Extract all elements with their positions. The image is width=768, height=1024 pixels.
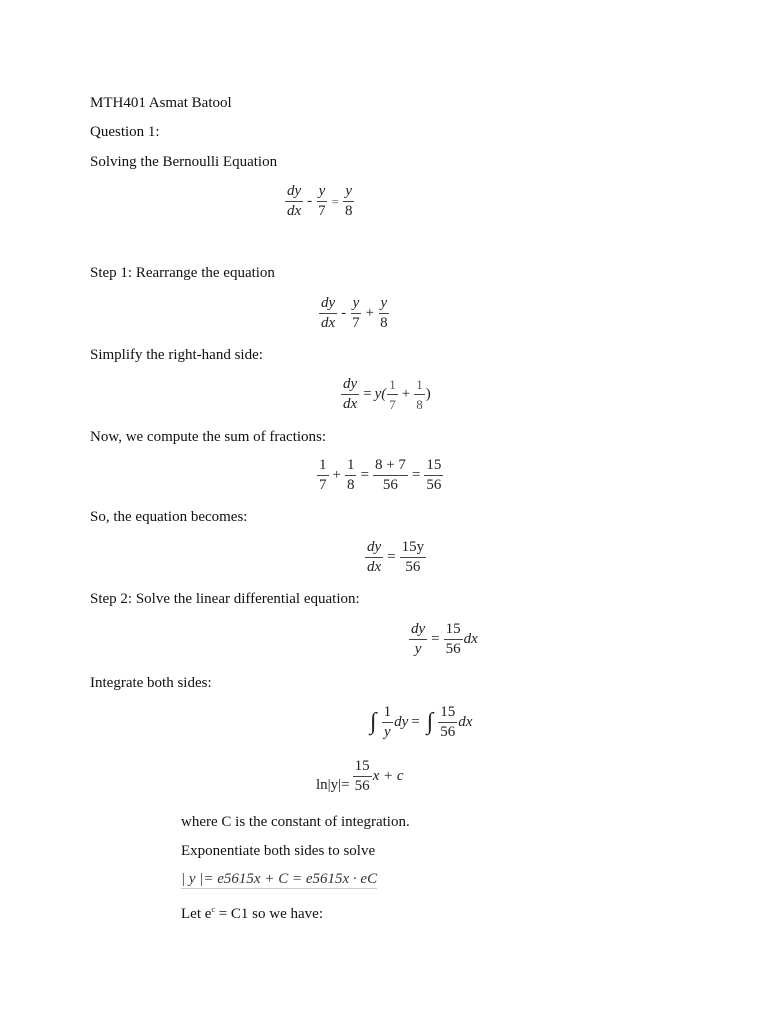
intro-text: Solving the Bernoulli Equation — [90, 154, 278, 170]
fraction: $\frac{y}{8}$ — [380, 295, 388, 331]
fraction: $\frac{y}{8}$ — [345, 183, 353, 219]
fraction: $\frac{dy}{dx}$ — [367, 539, 382, 575]
equation-integral: ∫ $\frac{1}{y}$ dy = ∫ $\frac{15}{56}$ dx — [370, 704, 473, 740]
simplify-text: Simplify the right-hand side: — [90, 347, 263, 363]
integral-sign: ∫ — [426, 709, 434, 735]
fraction: $\frac{1}{8}$ — [416, 377, 423, 412]
exponential-equation: | y |= e5615x + C = e5615x · eC — [181, 871, 378, 887]
fraction: $\frac{8 + 7}{56}$ — [374, 457, 406, 493]
fraction: $\frac{15y}{56}$ — [401, 539, 425, 575]
constant-text: where C is the constant of integration. — [181, 814, 410, 830]
integrate-text: Integrate both sides: — [90, 675, 212, 691]
equation-simplified: $\frac{dy}{dx}$ = y( $\frac{1}{7}$ + $\frac{1}{8}$ ) — [343, 376, 431, 412]
equation-separated: $\frac{dy}{y}$ = $\frac{15}{56}$ dx — [411, 621, 478, 657]
fraction: $\frac{15}{56}$ — [426, 457, 442, 493]
fraction: $\frac{y}{7}$ — [318, 183, 326, 219]
fraction: $\frac{dy}{dx}$ — [343, 376, 358, 412]
equation-rearranged: $\frac{dy}{dx}$ - $\frac{y}{7}$ + $\frac{y}{8}$ — [321, 295, 388, 331]
compute-text: Now, we compute the sum of fractions: — [90, 429, 327, 445]
question-label: Question 1: — [90, 124, 160, 140]
fraction: $\frac{15}{56}$ — [354, 758, 370, 794]
fraction: $\frac{1}{y}$ — [383, 704, 392, 740]
integral-sign: ∫ — [370, 709, 377, 735]
fraction: $\frac{dy}{dx}$ — [321, 295, 336, 331]
equation-result: $\frac{dy}{dx}$ = $\frac{15y}{56}$ — [367, 539, 425, 575]
fraction: $\frac{y}{7}$ — [352, 295, 360, 331]
fraction: $\frac{15}{56}$ — [440, 704, 456, 740]
fraction: $\frac{1}{8}$ — [346, 457, 355, 493]
fraction: $\frac{15}{56}$ — [445, 621, 461, 657]
exponentiate-text: Exponentiate both sides to solve — [181, 843, 376, 859]
step2-heading: Step 2: Solve the linear differential equation: — [90, 591, 360, 607]
equation-log-solution: ln|y|= $\frac{15}{56}$ x + c — [316, 758, 404, 794]
fraction: $\frac{1}{7}$ — [389, 377, 396, 412]
fraction: $\frac{dy}{y}$ — [411, 621, 426, 657]
let-text: Let $e^c = C1$ so we have: — [181, 905, 323, 922]
fraction: $\frac{1}{7}$ — [319, 457, 327, 493]
document-title: MTH401 Asmat Batool — [90, 95, 232, 111]
step1-heading: Step 1: Rearrange the equation — [90, 265, 275, 281]
becomes-text: So, the equation becomes: — [90, 509, 248, 525]
equation-fraction-sum: $\frac{1}{7}$ + $\frac{1}{8}$ = $\frac{8 + 7}{56}$ = $\frac{15}{56}$ — [319, 457, 442, 493]
fraction: $\frac{dy}{dx}$ — [287, 183, 302, 219]
equation-bernoulli: $\frac{dy}{dx}$ - $\frac{y}{7}$ = $\frac{y}{8}$ — [287, 183, 353, 219]
